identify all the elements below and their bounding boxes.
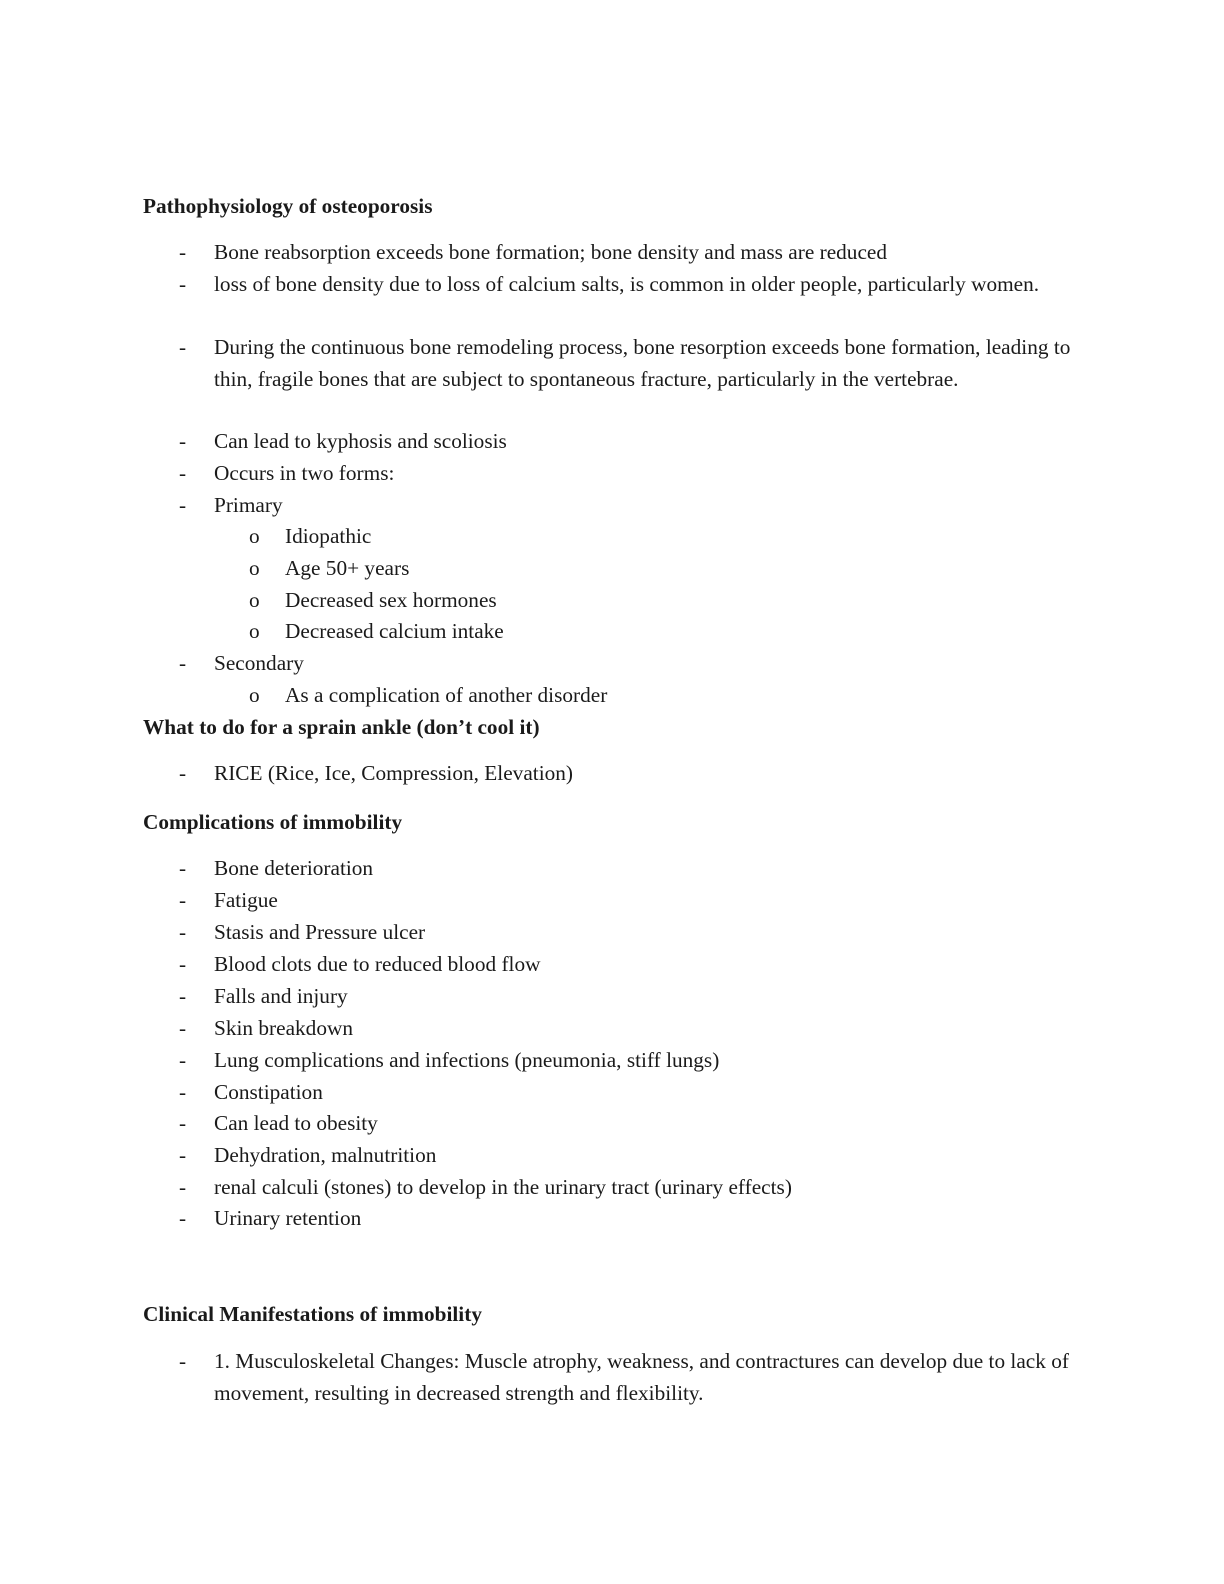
list-item: - Bone reabsorption exceeds bone formation; bone density and mass are reduced [143, 237, 1073, 269]
sub-list-item: o Decreased sex hormones [143, 585, 1073, 617]
dash-bullet: - [179, 429, 187, 453]
dash-bullet: - [179, 272, 187, 296]
dash-bullet: - [179, 1048, 187, 1072]
list-item: - loss of bone density due to loss of calcium salts, is common in older people, particularly women. [143, 269, 1073, 301]
dash-bullet: - [179, 1349, 187, 1373]
dash-bullet: - [179, 1016, 187, 1040]
dash-bullet: - [179, 888, 187, 912]
list-item: - During the continuous bone remodeling process, bone resorption exceeds bone formation, leading to thin, fragile bones that are subject to spontaneous fracture, particularly in the vertebrae. [143, 332, 1073, 395]
list-item: - Stasis and Pressure ulcer [143, 917, 1073, 949]
list-item: - Can lead to obesity [143, 1108, 1073, 1140]
circle-bullet: o [249, 588, 260, 612]
list-item: - Blood clots due to reduced blood flow [143, 949, 1073, 981]
list-item: - 1. Musculoskeletal Changes: Muscle atrophy, weakness, and contractures can develop due to lack of movement, resulting in decreased strength and flexibility. [143, 1346, 1073, 1409]
dash-bullet: - [179, 1206, 187, 1230]
dash-bullet: - [179, 984, 187, 1008]
list-item: - Dehydration, malnutrition [143, 1140, 1073, 1172]
list-item: - Bone deterioration [143, 853, 1073, 885]
dash-bullet: - [179, 920, 187, 944]
list-item: - Skin breakdown [143, 1013, 1073, 1045]
circle-bullet: o [249, 556, 260, 580]
list-item: - Can lead to kyphosis and scoliosis [143, 426, 1073, 458]
section-heading-sprain-ankle: What to do for a sprain ankle (don’t cool it) [143, 715, 540, 739]
section-heading-clinical-manifestations: Clinical Manifestations of immobility [143, 1302, 482, 1326]
circle-bullet: o [249, 524, 260, 548]
section-heading-complications: Complications of immobility [143, 810, 403, 834]
dash-bullet: - [179, 1175, 187, 1199]
dash-bullet: - [179, 651, 187, 675]
list-item: - Urinary retention [143, 1203, 1073, 1235]
dash-bullet: - [179, 240, 187, 264]
dash-bullet: - [179, 1143, 187, 1167]
sub-list-item: o Age 50+ years [143, 553, 1073, 585]
dash-bullet: - [179, 1080, 187, 1104]
list-item: - Falls and injury [143, 981, 1073, 1013]
circle-bullet: o [249, 619, 260, 643]
list-item: - RICE (Rice, Ice, Compression, Elevation) [143, 758, 1073, 790]
section-heading-osteoporosis: Pathophysiology of osteoporosis [143, 194, 433, 218]
dash-bullet: - [179, 952, 187, 976]
dash-bullet: - [179, 493, 187, 517]
sub-list-item: o Decreased calcium intake [143, 616, 1073, 648]
sub-list-item: o As a complication of another disorder [143, 680, 1073, 712]
dash-bullet: - [179, 1111, 187, 1135]
list-item: - Lung complications and infections (pneumonia, stiff lungs) [143, 1045, 1073, 1077]
list-item: - Occurs in two forms: [143, 458, 1073, 490]
circle-bullet: o [249, 683, 260, 707]
sub-list-item: o Idiopathic [143, 521, 1073, 553]
list-item: - Primary [143, 490, 1073, 522]
dash-bullet: - [179, 335, 187, 359]
dash-bullet: - [179, 856, 187, 880]
dash-bullet: - [179, 761, 187, 785]
dash-bullet: - [179, 461, 187, 485]
list-item: - Secondary [143, 648, 1073, 680]
list-item: - renal calculi (stones) to develop in the urinary tract (urinary effects) [143, 1172, 1073, 1204]
list-item: - Constipation [143, 1077, 1073, 1109]
list-item: - Fatigue [143, 885, 1073, 917]
